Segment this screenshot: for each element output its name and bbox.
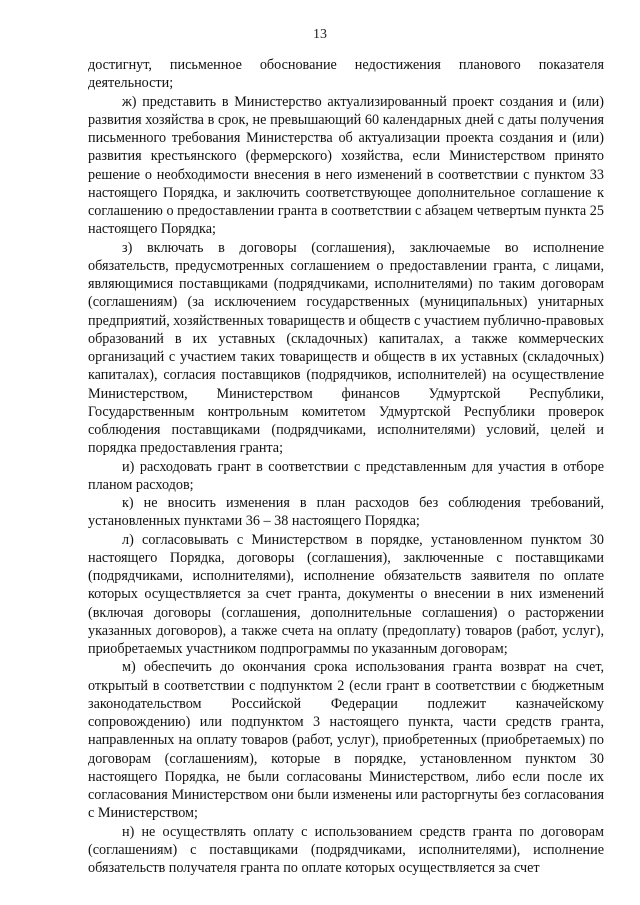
paragraph-m: м) обеспечить до окончания срока использования гранта возврат на счет, открытый в соответствии с подпунктом 2 (если грант в соответствии с бюджетным законодательством Российской Федерации подлежит казначейскому сопровождению) или подпунктом 3 настоящего пункта, части средств гранта, направленных на оплату товаров (работ, услуг), приобретенных (приобретаемых) по договорам (соглашениям), которые в порядке, установленном пунктом 30 настоящего Порядка, не были согласованы Министерством, либо если после их согласования Министерством они были изменены или расторгнуты без согласования с Министерством; — [88, 659, 604, 822]
document-body — [88, 56, 604, 877]
paragraph-i: и) расходовать грант в соответствии с представленным для участия в отборе планом расходов; — [88, 458, 604, 493]
paragraph-z: з) включать в договоры (соглашения), заключаемые во исполнение обязательств, предусмотренных соглашением о предоставлении гранта, с лицами, являющимися поставщиками (подрядчиками, исполнителями) по таким договорам (соглашениям) (за исключением государственных (муниципальных) унитарных предприятий, хозяйственных товариществ и обществ с участием публично-правовых образований в их уставных (складочных) капиталах, а также коммерческих организаций с участием таких товариществ и обществ в их уставных (складочных) капиталах), согласия поставщиков (подрядчиков, исполнителей) на осуществление Министерством, Министерством финансов Удмуртской Республики, Государственным контрольным комитетом Удмуртской Республики проверок соблюдения поставщиками (подрядчиками, исполнителями) условий, целей и порядка предоставления гранта; — [88, 239, 604, 457]
page-number: 13 — [313, 27, 327, 42]
paragraph-l: л) согласовывать с Министерством в порядке, установленном пунктом 30 настоящего Порядка, договоры (соглашения), заключенные с поставщиками (подрядчиками, исполнителями), исполнение обязательств заявителя по оплате которых осуществляется за счет гранта, документы о внесении в них изменений (включая договоры (соглашения, дополнительные соглашения) о расторжении указанных договоров), а также счета на оплату (предоплату) товаров (работ, услуг), приобретаемых участником подпрограммы по указанным договорам; — [88, 531, 604, 657]
paragraph-zh: ж) представить в Министерство актуализированный проект создания и (или) развития хозяйства в срок, не превышающий 60 календарных дней с даты получения письменного требования Министерства об актуализации проекта создания и (или) развития крестьянского (фермерского) хозяйства, если Министерством принято решение о необходимости внесения в него изменений в соответствии с пунктом 33 настоящего Порядка, и заключить соответствующее дополнительное соглашение к соглашению о предоставлении гранта в соответствии с абзацем четвертым пункта 25 настоящего Порядка; — [88, 93, 604, 238]
paragraph-n: н) не осуществлять оплату с использованием средств гранта по договорам (соглашениям) с поставщиками (подрядчиками, исполнителями), исполнение обязательств получателя гранта по оплате которых осуществляется за счет — [88, 823, 604, 876]
paragraph-k: к) не вносить изменения в план расходов без соблюдения требований, установленных пунктами 36 – 38 настоящего Порядка; — [88, 495, 604, 530]
paragraph-continuation: достигнут, письменное обоснование недостижения планового показателя деятельности; — [88, 57, 604, 92]
